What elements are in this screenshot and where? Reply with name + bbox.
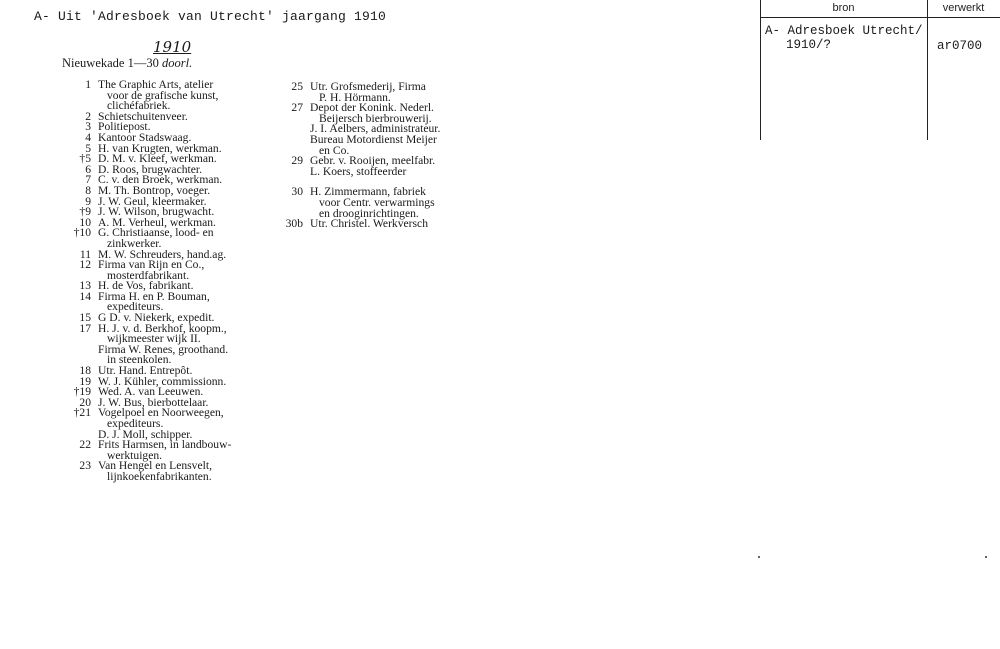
house-number: 7 bbox=[85, 173, 91, 187]
house-number: 30 bbox=[291, 185, 303, 199]
entry-continuation-line: wijkmeester wijk II. bbox=[107, 332, 201, 346]
entry-continuation-line: mosterdfabrikant. bbox=[107, 268, 190, 282]
card-border-left bbox=[760, 0, 761, 140]
house-number: 22 bbox=[79, 438, 91, 452]
street-name: Nieuwekade 1—30 bbox=[62, 56, 159, 70]
resident-text bbox=[310, 164, 458, 178]
resident-text bbox=[310, 132, 458, 157]
address-entry bbox=[268, 82, 458, 103]
house-number bbox=[268, 135, 310, 156]
card-column-divider bbox=[927, 0, 928, 140]
house-number: 30b bbox=[285, 217, 303, 231]
resident-text bbox=[98, 80, 256, 112]
document-header: A- Uit 'Adresboek van Utrecht' jaargang 1910 bbox=[34, 9, 387, 24]
entry-continuation-line: en Co. bbox=[319, 143, 350, 157]
house-number: 10 bbox=[79, 215, 91, 229]
house-number bbox=[268, 124, 310, 135]
house-number: 23 bbox=[79, 459, 91, 473]
entry-line: D. Roos, brugwachter. bbox=[98, 162, 203, 176]
house-number: 19 bbox=[79, 374, 91, 388]
house-number: 18 bbox=[79, 364, 91, 378]
entry-line: W. J. Kühler, commissionn. bbox=[98, 374, 227, 388]
entry-continuation-line: expediteurs. bbox=[107, 417, 164, 430]
entry-line: Gebr. v. Rooijen, meelfabr. bbox=[310, 154, 436, 168]
entry-line: Kantoor Stadswaag. bbox=[98, 130, 192, 144]
entry-line: Firma H. en P. Bouman, bbox=[98, 289, 210, 303]
entry-line: H. de Vos, fabrikant. bbox=[98, 279, 194, 293]
entry-line: Wed. A. van Leeuwen. bbox=[98, 385, 204, 399]
house-number: 27 bbox=[291, 101, 303, 115]
entry-line: J. W. Bus, bierbottelaar. bbox=[98, 395, 209, 409]
house-number: †9 bbox=[79, 205, 91, 219]
entry-continuation-line: in steenkolen. bbox=[107, 353, 172, 367]
entry-line: A. M. Verheul, werkman. bbox=[98, 215, 216, 229]
address-entry bbox=[268, 187, 458, 219]
resident-text bbox=[98, 289, 256, 314]
entry-continuation-line: voor Centr. verwarmings bbox=[319, 195, 435, 209]
resident-text bbox=[98, 461, 256, 482]
house-number: 13 bbox=[79, 279, 91, 293]
card-header-bron: bron bbox=[832, 2, 855, 14]
entry-line: G. Christiaanse, lood- en bbox=[98, 226, 214, 240]
resident-text bbox=[98, 440, 256, 461]
entry-continuation-line: lijnkoekenfabrikanten. bbox=[107, 469, 212, 483]
entry-continuation-line: zinkwerker. bbox=[107, 236, 162, 250]
handwritten-year-mark: 1910 bbox=[153, 38, 192, 56]
house-number: †21 bbox=[73, 406, 91, 420]
address-entry bbox=[268, 103, 458, 124]
card-bron-line-1: A- Adresboek Utrecht/ bbox=[765, 24, 923, 38]
house-number: 5 bbox=[85, 141, 91, 155]
house-number: 6 bbox=[85, 162, 91, 176]
address-entry bbox=[268, 164, 458, 178]
house-number: 14 bbox=[79, 289, 91, 303]
address-entry bbox=[268, 132, 458, 157]
entry-line: The Graphic Arts, atelier bbox=[98, 78, 214, 91]
house-number: 1 bbox=[85, 78, 91, 91]
address-entry bbox=[56, 408, 256, 429]
address-entry bbox=[56, 440, 256, 461]
entry-line: G D. v. Niekerk, expedit. bbox=[98, 311, 215, 325]
card-bron-line-2: 1910/? bbox=[786, 38, 832, 52]
house-number: †10 bbox=[73, 226, 91, 240]
entry-line: Schietschuitenveer. bbox=[98, 109, 188, 123]
scan-speck bbox=[758, 556, 760, 558]
resident-text bbox=[98, 342, 256, 367]
house-number: †19 bbox=[73, 385, 91, 399]
house-number: 11 bbox=[79, 247, 91, 261]
house-number: 29 bbox=[291, 154, 303, 168]
card-verwerkt-value: ar0700 bbox=[937, 39, 983, 53]
index-card bbox=[760, 0, 1000, 140]
address-entry bbox=[56, 260, 256, 281]
resident-text bbox=[310, 82, 458, 103]
address-entry bbox=[56, 228, 256, 249]
card-header-verwerkt: verwerkt bbox=[942, 2, 985, 14]
entry-line: Van Hengel en Lensvelt, bbox=[98, 459, 212, 473]
resident-text bbox=[310, 187, 458, 219]
entry-line: M. Th. Bontrop, voeger. bbox=[98, 183, 211, 197]
entry-line: D. J. Moll, schipper. bbox=[98, 427, 193, 441]
house-number: 9 bbox=[85, 194, 91, 208]
entry-line: H. J. v. d. Berkhof, koopm., bbox=[98, 321, 227, 335]
entry-line: J. W. Geul, kleermaker. bbox=[98, 194, 207, 208]
entry-continuation-line: Beijersch bierbrouwerij. bbox=[319, 111, 432, 125]
entry-continuation-line: werktuigen. bbox=[107, 448, 163, 462]
card-header-rule bbox=[760, 17, 1000, 18]
house-number: †5 bbox=[79, 152, 91, 166]
entry-line: Depot der Konink. Nederl. bbox=[310, 101, 434, 115]
entry-continuation-line: clichéfabriek. bbox=[107, 99, 171, 113]
entry-line: Politiepost. bbox=[98, 120, 151, 134]
scan-speck bbox=[985, 556, 987, 558]
entry-line: M. W. Schreuders, hand.ag. bbox=[98, 247, 227, 261]
street-note: doorl. bbox=[161, 56, 193, 70]
house-number bbox=[56, 430, 98, 441]
house-number: 25 bbox=[291, 80, 303, 93]
entry-line: Utr. Grofsmederij, Firma bbox=[310, 80, 426, 93]
card-bron-value bbox=[765, 24, 923, 52]
resident-text bbox=[98, 260, 256, 281]
entry-line: D. M. v. Kleef, werkman. bbox=[98, 152, 217, 166]
address-entry bbox=[56, 80, 256, 112]
address-entry bbox=[56, 461, 256, 482]
address-entry bbox=[56, 321, 256, 346]
entry-line: H. van Krugten, werkman. bbox=[98, 141, 222, 155]
resident-text bbox=[98, 408, 256, 429]
entry-line: Firma W. Renes, groothand. bbox=[98, 342, 229, 356]
entry-line: J. I. Aelbers, administrateur. bbox=[310, 122, 441, 136]
entry-line: Bureau Motordienst Meijer bbox=[310, 132, 437, 146]
entry-line: C. v. den Broek, werkman. bbox=[98, 173, 223, 187]
entry-line: L. Koers, stoffeerder bbox=[310, 164, 407, 178]
house-number bbox=[56, 345, 98, 366]
house-number: 20 bbox=[79, 395, 91, 409]
address-entry bbox=[56, 289, 256, 314]
address-column-2 bbox=[268, 82, 458, 230]
house-number: 8 bbox=[85, 183, 91, 197]
entry-line: Frits Harmsen, in landbouw- bbox=[98, 438, 232, 452]
resident-text bbox=[310, 219, 458, 230]
entry-line: J. W. Wilson, brugwacht. bbox=[98, 205, 215, 219]
entry-continuation-line: P. H. Hörmann. bbox=[319, 90, 391, 104]
entry-continuation-line: en drooginrichtingen. bbox=[319, 206, 419, 220]
house-number: 4 bbox=[85, 130, 91, 144]
entry-line: Firma van Rijn en Co., bbox=[98, 258, 205, 272]
house-number: 12 bbox=[79, 258, 91, 272]
resident-text bbox=[98, 228, 256, 249]
house-number: 17 bbox=[79, 321, 91, 335]
street-heading bbox=[62, 56, 192, 71]
entry-line: H. Zimmermann, fabriek bbox=[310, 185, 426, 199]
entry-line: Utr. Hand. Entrepôt. bbox=[98, 364, 193, 378]
house-number: 15 bbox=[79, 311, 91, 325]
address-entry bbox=[56, 342, 256, 367]
entry-line: Vogelpoel en Noorweegen, bbox=[98, 406, 224, 420]
address-column-1 bbox=[56, 80, 256, 483]
address-entry bbox=[268, 219, 458, 230]
resident-text bbox=[98, 321, 256, 346]
resident-text bbox=[310, 103, 458, 124]
house-number bbox=[268, 167, 310, 178]
entry-continuation-line: voor de grafische kunst, bbox=[107, 88, 219, 102]
entry-continuation-line: expediteurs. bbox=[107, 300, 164, 314]
house-number: 2 bbox=[85, 109, 91, 123]
entry-line: Utr. Christel. Werkversch bbox=[310, 217, 428, 231]
house-number: 3 bbox=[85, 120, 91, 134]
